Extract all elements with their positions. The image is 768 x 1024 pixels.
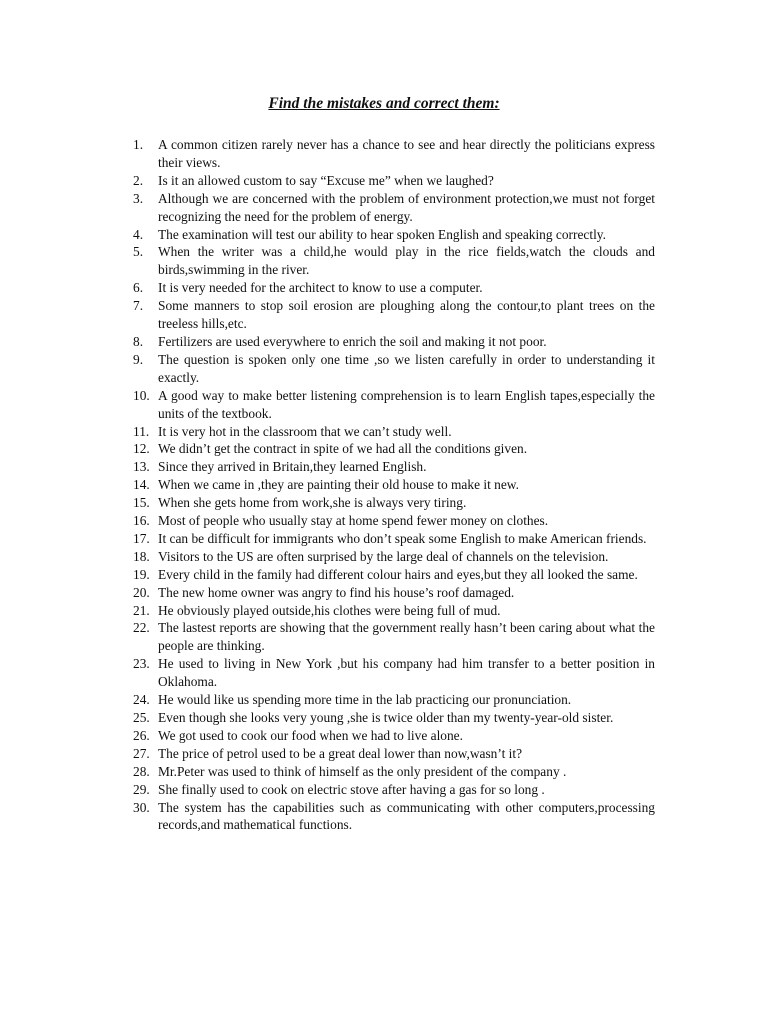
list-item [133, 494, 655, 512]
list-item [133, 190, 655, 226]
list-item [133, 279, 655, 297]
item-number: 11. [133, 423, 150, 439]
item-number: 25. [133, 710, 150, 725]
item-number: 18. [133, 548, 150, 564]
item-number: 5. [133, 244, 144, 260]
item-text: He used to living in New York ,but his company had him transfer to a better position in Oklahoma. [158, 656, 655, 690]
list-item [133, 602, 655, 620]
list-item [133, 584, 655, 602]
item-text: Every child in the family had different colour hairs and eyes,but they all looked the same. [158, 566, 638, 582]
list-item [133, 476, 655, 494]
list-item [133, 566, 655, 584]
list-item [133, 709, 655, 727]
item-number: 13. [133, 459, 150, 475]
item-number: 19. [133, 566, 150, 582]
item-number: 3. [133, 190, 144, 206]
item-number: 26. [133, 727, 150, 743]
item-number: 4. [133, 226, 144, 242]
item-text: Most of people who usually stay at home spend fewer money on clothes. [158, 513, 549, 529]
item-text: A good way to make better listening comprehension is to learn English tapes,especially the units of the textbook. [158, 387, 655, 421]
list-item [133, 512, 655, 530]
list-item [133, 655, 655, 691]
item-text: He would like us spending more time in the lab practicing our pronunciation. [158, 692, 572, 708]
item-number: 24. [133, 692, 150, 708]
item-text: It is very hot in the classroom that we can’t study well. [158, 423, 452, 439]
item-number: 9. [133, 351, 144, 367]
item-text: Fertilizers are used everywhere to enrich the soil and making it not poor. [158, 333, 547, 349]
item-text: Since they arrived in Britain,they learned English. [158, 459, 427, 475]
item-text: Some manners to stop soil erosion are ploughing along the contour,to plant trees on the treeless hills,etc. [158, 298, 655, 332]
item-number: 23. [133, 656, 150, 672]
item-number: 29. [133, 781, 150, 797]
list-item [133, 727, 655, 745]
item-number: 2. [133, 172, 144, 188]
item-number: 27. [133, 745, 150, 761]
item-text: We didn’t get the contract in spite of we had all the conditions given. [158, 441, 528, 457]
item-number: 8. [133, 333, 144, 349]
item-text: It is very needed for the architect to know to use a computer. [158, 280, 483, 296]
item-number: 12. [133, 441, 150, 457]
item-number: 14. [133, 477, 150, 493]
item-number: 7. [133, 298, 144, 314]
list-item [133, 691, 655, 709]
item-number: 1. [133, 137, 144, 152]
item-number: 16. [133, 513, 150, 529]
list-item [133, 548, 655, 566]
item-text: We got used to cook our food when we had to live alone. [158, 727, 463, 743]
list-item [133, 226, 655, 244]
item-text: The price of petrol used to be a great deal lower than now,wasn’t it? [158, 745, 523, 761]
list-item [133, 136, 655, 172]
item-number: 17. [133, 530, 150, 546]
list-item [133, 423, 655, 441]
item-text: Even though she looks very young ,she is twice older than my twenty-year-old sister. [158, 710, 614, 725]
list-item [133, 745, 655, 763]
item-text: When she gets home from work,she is always very tiring. [158, 495, 467, 511]
item-number: 15. [133, 495, 150, 511]
item-text: Although we are concerned with the problem of environment protection,we must not forget recognizing the need for the problem of energy. [158, 190, 655, 224]
list-item [133, 172, 655, 190]
item-number: 6. [133, 280, 144, 296]
list-item [133, 333, 655, 351]
item-text: The new home owner was angry to find his house’s roof damaged. [158, 584, 515, 600]
item-text: The examination will test our ability to hear spoken English and speaking correctly. [158, 226, 606, 242]
list-item [133, 297, 655, 333]
exercise-list [133, 136, 655, 834]
item-number: 21. [133, 602, 150, 618]
item-text: When the writer was a child,he would play in the rice fields,watch the clouds and birds,swimming in the river. [158, 244, 655, 278]
item-text: Is it an allowed custom to say “Excuse me” when we laughed? [158, 172, 494, 188]
list-item [133, 387, 655, 423]
list-item [133, 243, 655, 279]
item-text: Visitors to the US are often surprised by the large deal of channels on the television. [158, 548, 609, 564]
item-text: When we came in ,they are painting their old house to make it new. [158, 477, 519, 493]
item-text: The lastest reports are showing that the government really hasn’t been caring about what the people are thinking. [158, 620, 655, 654]
item-text: The system has the capabilities such as communicating with other computers,processing records,and mathematical functions. [158, 799, 655, 833]
list-item [133, 440, 655, 458]
item-text: It can be difficult for immigrants who don’t speak some English to make American friends. [158, 530, 647, 546]
item-text: A common citizen rarely never has a chance to see and hear directly the politicians express their views. [158, 137, 655, 170]
item-number: 10. [133, 387, 150, 403]
list-item [133, 458, 655, 476]
item-text: Mr.Peter was used to think of himself as the only president of the company . [158, 763, 567, 779]
list-item [133, 763, 655, 781]
item-text: The question is spoken only one time ,so we listen carefully in order to understanding it exactly. [158, 351, 655, 385]
item-text: She finally used to cook on electric stove after having a gas for so long . [158, 781, 545, 797]
list-item [133, 799, 655, 835]
page-title: Find the mistakes and correct them: [268, 95, 500, 112]
item-number: 30. [133, 799, 150, 815]
list-item [133, 619, 655, 655]
item-number: 20. [133, 584, 150, 600]
list-item [133, 530, 655, 548]
item-number: 22. [133, 620, 150, 636]
item-text: He obviously played outside,his clothes were being full of mud. [158, 602, 501, 618]
list-item [133, 351, 655, 387]
list-item [133, 781, 655, 799]
item-number: 28. [133, 763, 150, 779]
